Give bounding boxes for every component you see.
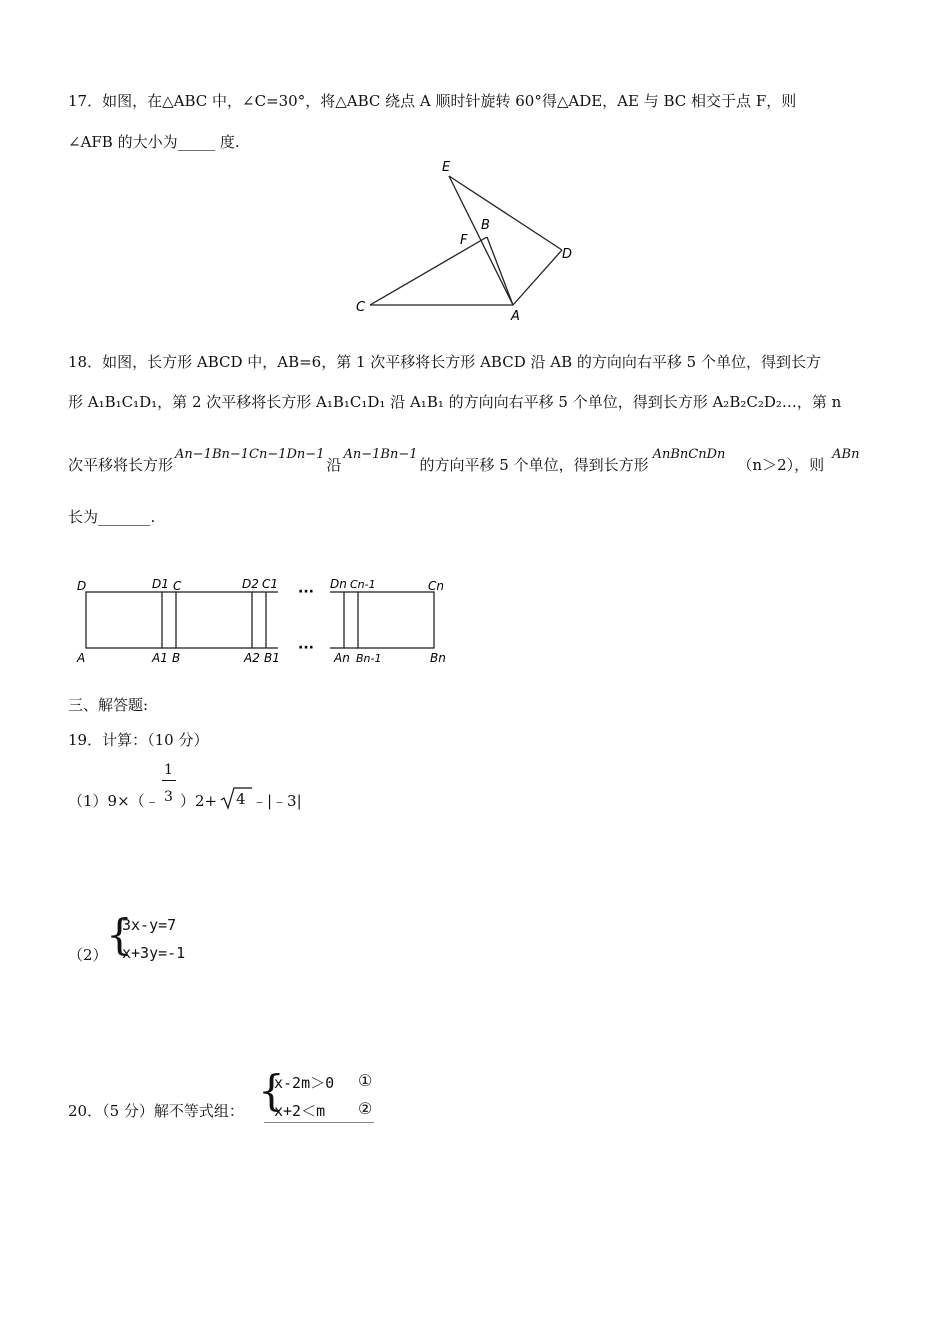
- q18-label-a1: A1: [152, 651, 168, 665]
- q18-label-c: C: [173, 579, 182, 593]
- q18-label-cn: Cn: [428, 579, 444, 593]
- q19-eq2: x+3y=-1: [122, 944, 186, 962]
- q18-text-d: （n＞2），则: [737, 456, 825, 474]
- q18-label-d1: D1: [152, 577, 169, 591]
- q18-line2: 形 A₁B₁C₁D₁，第 2 次平移将长方形 A₁B₁C₁D₁ 沿 A₁B₁ 的方向向右平移 5 个单位，得到长方形 A₂B₂C₂D₂…，第 n: [68, 393, 842, 411]
- q17-line2: [68, 131, 240, 152]
- q17-line1: 17．如图，在△ABC 中，∠C=30°，将△ABC 绕点 A 顺时针旋转 60°得△ADE，AE 与 BC 相交于点 F，则: [68, 92, 797, 110]
- left-brace-icon: {: [258, 1066, 285, 1115]
- q18-rect-n: AnBnCnDn: [652, 447, 726, 462]
- q18-label-dn: Dn: [330, 577, 347, 591]
- q18-line1: 18．如图，长方形 ABCD 中，AB=6，第 1 次平移将长方形 ABCD 沿 AB 的方向向右平移 5 个单位，得到长方: [68, 353, 821, 371]
- q20-mark2: ②: [358, 1099, 373, 1118]
- q18-label-d2: D2: [242, 577, 259, 591]
- q17-label-e: E: [442, 160, 451, 175]
- left-brace-icon: {: [106, 910, 133, 959]
- q18-label-b: B: [172, 651, 181, 665]
- q18-label-cn-1: Cn-1: [350, 578, 376, 591]
- q17-triangle-figure: [340, 150, 590, 325]
- q18-label-c1: C1: [262, 577, 279, 591]
- q18-text-c: 的方向平移 5 个单位，得到长方形: [419, 456, 649, 474]
- q19-title: 19．计算：（10 分）: [68, 731, 209, 749]
- q18-label-a: A: [77, 651, 86, 665]
- q18-text-a: 次平移将长方形: [68, 456, 174, 474]
- q20-ineq1: x-2m＞0: [274, 1074, 335, 1092]
- q20-ineq2: x+2＜m: [274, 1102, 326, 1120]
- q19-part2-label: （2）: [68, 946, 108, 964]
- fraction-denominator: 3: [164, 789, 173, 805]
- fraction-bar: [162, 780, 176, 781]
- q17-label-a: A: [511, 309, 520, 324]
- fraction-numerator: 1: [164, 762, 173, 778]
- q18-line4: 长为_______.: [68, 508, 156, 526]
- q18-label-a2: A2: [244, 651, 260, 665]
- q17-unit-text: 度.: [215, 133, 240, 151]
- q18-line3: [68, 447, 860, 475]
- q18-dots-top: ···: [298, 584, 314, 600]
- underline-divider: [264, 1122, 374, 1123]
- q20: [68, 1066, 388, 1126]
- q20-label: 20．（5 分）解不等式组：: [68, 1102, 244, 1120]
- q18-label-b1: B1: [264, 651, 280, 665]
- sqrt-radicand: 4: [236, 790, 246, 808]
- section-heading: 三、解答题:: [68, 696, 149, 714]
- q18-dots-bottom: ···: [298, 640, 314, 656]
- q17-label-d: D: [562, 247, 573, 262]
- q18-label-bn-1: Bn-1: [356, 652, 382, 665]
- q19-part1-suffix: ﹣|﹣3|: [252, 792, 302, 810]
- q19-part1-mid: ）2+: [180, 792, 218, 810]
- q20-mark1: ①: [358, 1071, 373, 1090]
- q19-part1-prefix: （1）9×（﹣: [68, 792, 160, 810]
- q17-answer-blank: _____: [177, 133, 216, 151]
- q18-label-an: An: [334, 651, 350, 665]
- q17-question-text: ∠AFB 的大小为: [68, 133, 178, 151]
- q18-seg-prev: An−1Bn−1: [343, 447, 418, 462]
- q18-text-b: 沿: [326, 456, 342, 474]
- q18-label-d: D: [77, 579, 87, 593]
- q18-label-bn: Bn: [430, 651, 446, 665]
- q17-label-b: B: [481, 218, 490, 233]
- q18-rect-prev: An−1Bn−1Cn−1Dn−1: [175, 447, 325, 462]
- q19-eq1: 3x-y=7: [122, 916, 177, 934]
- q17-label-c: C: [356, 300, 366, 315]
- q17-label-f: F: [460, 233, 468, 248]
- q18-rectangles-figure: [70, 572, 450, 672]
- q18-seg-result: ABn: [832, 447, 860, 462]
